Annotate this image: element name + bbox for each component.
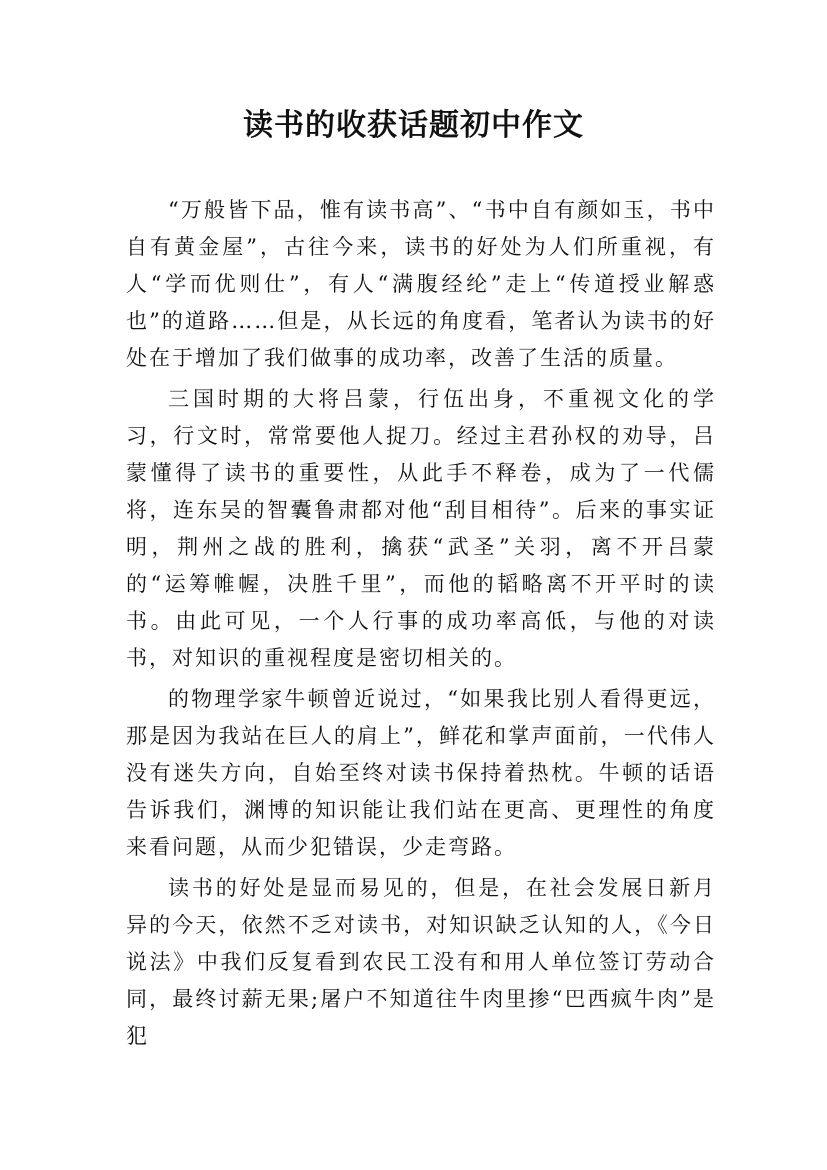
paragraph-lv-meng: 三国时期的大将吕蒙，行伍出身，不重视文化的学习，行文时，常常要他人捉刀。经过主君孙权的劝导，吕蒙懂得了读书的重要性，从此手不释卷，成为了一代儒将，连东吴的智囊鲁肃都对他“刮目相待”。后来的事实证明，荆州之战的胜利，擒获“武圣”关羽，离不开吕蒙的“运筹帷幄，决胜千里”，而他的韬略离不开平时的读书。由此可见，一个人行事的成功率高低，与他的对读书，对知识的重视程度是密切相关的。 (126, 387, 716, 670)
paragraph-newton: 的物理学家牛顿曾近说过，“如果我比别人看得更远，那是因为我站在巨人的肩上”，鲜花和掌声面前，一代伟人没有迷失方向，自始至终对读书保持着热枕。牛顿的话语告诉我们，渊博的知识能让我们站在更高、更理性的角度来看问题，从而少犯错误，少走弯路。 (126, 687, 716, 859)
document-title: 读书的收获话题初中作文 (243, 108, 584, 143)
document-body (126, 192, 716, 1059)
paragraph-intro: “万般皆下品，惟有读书高”、“书中自有颜如玉，书中自有黄金屋”，古往今来，读书的好处为人们所重视，有人“学而优则仕”，有人“满腹经纶”走上“传道授业解惑也”的道路……但是，从长远的角度看，笔者认为读书的好处在于增加了我们做事的成功率，改善了生活的质量。 (126, 198, 716, 370)
paragraph-today: 读书的好处是显而易见的，但是，在社会发展日新月异的今天，依然不乏对读书，对知识缺乏认知的人，《今日说法》中我们反复看到农民工没有和用人单位签订劳动合同，最终讨薪无果;屠户不知道往牛肉里掺“巴西疯牛肉”是犯 (126, 876, 716, 1048)
